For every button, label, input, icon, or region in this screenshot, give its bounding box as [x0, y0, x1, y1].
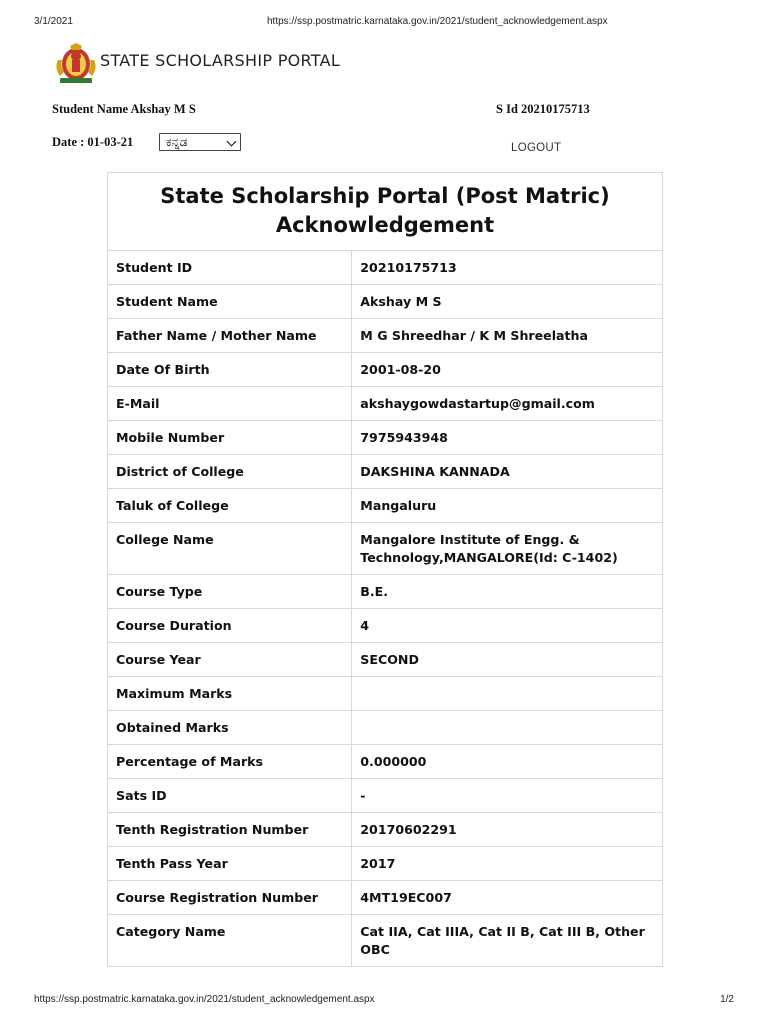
acknowledgement-rows — [108, 251, 663, 967]
row-value: Cat IIA, Cat IIIA, Cat II B, Cat III B, Other OBC — [352, 915, 663, 967]
chevron-down-icon — [227, 137, 237, 147]
table-row — [108, 813, 663, 847]
language-select[interactable] — [159, 133, 241, 151]
row-value: Mangaluru — [352, 489, 663, 523]
print-header — [34, 16, 734, 30]
row-label: Sats ID — [108, 779, 352, 813]
row-label: Mobile Number — [108, 421, 352, 455]
table-row — [108, 881, 663, 915]
student-name-line: Student Name Akshay M S — [52, 102, 196, 116]
page-number: 1/2 — [720, 994, 734, 1005]
table-row — [108, 745, 663, 779]
logout-link[interactable]: LOGOUT — [511, 142, 562, 154]
table-row — [108, 489, 663, 523]
row-label: Course Type — [108, 575, 352, 609]
date-line: Date : 01-03-21 — [52, 135, 134, 149]
table-row — [108, 609, 663, 643]
table-row — [108, 523, 663, 575]
row-label: Tenth Pass Year — [108, 847, 352, 881]
row-value: 7975943948 — [352, 421, 663, 455]
print-url: https://ssp.postmatric.karnataka.gov.in/2021/student_acknowledgement.aspx — [267, 16, 608, 27]
row-label: Course Year — [108, 643, 352, 677]
portal-title: STATE SCHOLARSHIP PORTAL — [100, 51, 341, 70]
print-footer — [34, 994, 734, 1008]
row-value: DAKSHINA KANNADA — [352, 455, 663, 489]
student-id-line: S Id 20210175713 — [496, 102, 590, 116]
table-row — [108, 677, 663, 711]
row-label: Course Registration Number — [108, 881, 352, 915]
row-label: Tenth Registration Number — [108, 813, 352, 847]
table-row — [108, 779, 663, 813]
row-value — [352, 677, 663, 711]
table-row — [108, 643, 663, 677]
row-value: SECOND — [352, 643, 663, 677]
row-label: Maximum Marks — [108, 677, 352, 711]
row-value: Akshay M S — [352, 285, 663, 319]
row-label: Obtained Marks — [108, 711, 352, 745]
row-value: 2001-08-20 — [352, 353, 663, 387]
row-label: Father Name / Mother Name — [108, 319, 352, 353]
row-value: 4 — [352, 609, 663, 643]
row-label: District of College — [108, 455, 352, 489]
table-row — [108, 575, 663, 609]
row-value: - — [352, 779, 663, 813]
row-value: Mangalore Institute of Engg. & Technology,MANGALORE(Id: C-1402) — [352, 523, 663, 575]
table-row — [108, 455, 663, 489]
table-row — [108, 421, 663, 455]
row-label: Student Name — [108, 285, 352, 319]
table-row — [108, 847, 663, 881]
row-value: 4MT19EC007 — [352, 881, 663, 915]
karnataka-emblem-icon — [52, 42, 100, 86]
row-label: E-Mail — [108, 387, 352, 421]
print-date: 3/1/2021 — [34, 16, 73, 27]
table-row — [108, 915, 663, 967]
row-value: 2017 — [352, 847, 663, 881]
row-label: Date Of Birth — [108, 353, 352, 387]
table-row — [108, 251, 663, 285]
row-label: Category Name — [108, 915, 352, 967]
row-label: Student ID — [108, 251, 352, 285]
row-value: akshaygowdastartup@gmail.com — [352, 387, 663, 421]
acknowledgement-title: State Scholarship Portal (Post Matric) Acknowledgement — [108, 173, 663, 251]
row-label: Course Duration — [108, 609, 352, 643]
table-row — [108, 387, 663, 421]
table-row — [108, 319, 663, 353]
row-value: M G Shreedhar / K M Shreelatha — [352, 319, 663, 353]
table-row — [108, 711, 663, 745]
row-value: B.E. — [352, 575, 663, 609]
row-label: Taluk of College — [108, 489, 352, 523]
language-select-value: ಕನ್ನಡ — [166, 135, 188, 149]
row-label: College Name — [108, 523, 352, 575]
acknowledgement-table — [107, 172, 663, 967]
row-value: 20170602291 — [352, 813, 663, 847]
row-value — [352, 711, 663, 745]
table-row — [108, 353, 663, 387]
row-label: Percentage of Marks — [108, 745, 352, 779]
row-value: 0.000000 — [352, 745, 663, 779]
row-value: 20210175713 — [352, 251, 663, 285]
print-footer-url: https://ssp.postmatric.karnataka.gov.in/2021/student_acknowledgement.aspx — [34, 994, 375, 1005]
table-row — [108, 285, 663, 319]
